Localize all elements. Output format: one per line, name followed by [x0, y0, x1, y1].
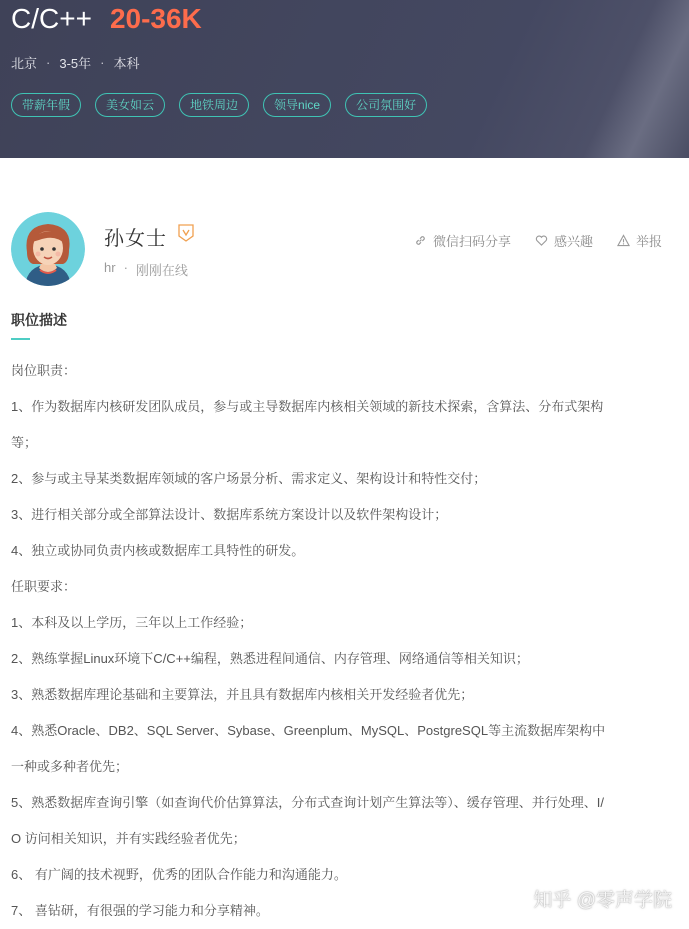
description-line: 2、参与或主导某类数据库领域的客户场景分析、需求定义、架构设计和特性交付； — [11, 471, 487, 486]
description-line: 7、 喜钻研，有很强的学习能力和分享精神。 — [11, 903, 269, 918]
meta-separator: · — [100, 55, 105, 70]
description-line: 5、熟悉数据库查询引擎（如查询代价估算算法，分布式查询计划产生算法等）、缓存管理、并行处理、I/ — [11, 795, 604, 810]
section-underline — [11, 338, 30, 340]
description-line: O 访问相关知识，并有实践经验者优先； — [11, 831, 246, 846]
benefit-tag: 美女如云 — [95, 93, 165, 117]
benefit-tag: 地铁周边 — [179, 93, 249, 117]
description-line: 1、作为数据库内核研发团队成员，参与或主导数据库内核相关领域的新技术探索，含算法、分布式架构 — [11, 399, 604, 414]
share-label: 微信扫码分享 — [432, 234, 511, 249]
job-title: C/C++ — [11, 3, 92, 34]
recruiter-status — [104, 260, 188, 279]
description-line: 2、熟练掌握Linux环境下C/C++编程，熟悉进程间通信、内存管理、网络通信等相关知识； — [11, 651, 529, 666]
v-badge-icon — [178, 224, 194, 242]
interest-label: 感兴趣 — [553, 234, 593, 249]
status-separator: · — [123, 260, 128, 275]
job-description — [11, 353, 671, 929]
link-icon — [414, 234, 427, 247]
description-line: 1、本科及以上学历，三年以上工作经验； — [11, 615, 253, 630]
avatar[interactable] — [11, 212, 85, 286]
job-experience: 3-5年 — [59, 56, 92, 71]
meta-separator: · — [46, 55, 51, 70]
section-title: 职位描述 — [11, 312, 67, 328]
description-line: 等； — [11, 435, 38, 450]
description-line: 3、熟悉数据库理论基础和主要算法，并且具有数据库内核相关开发经验者优先； — [11, 687, 474, 702]
watermark: 知乎 @零声学院 — [533, 890, 672, 911]
warning-icon — [617, 234, 630, 247]
description-line: 4、熟悉Oracle、DB2、SQL Server、Sybase、Greenplum、MySQL、PostgreSQL等主流数据库架构中 — [11, 723, 606, 738]
benefit-tag: 公司氛围好 — [345, 93, 427, 117]
report-button[interactable] — [617, 231, 662, 250]
benefit-tag: 领导nice — [263, 93, 331, 117]
recruiter-name: 孙女士 — [104, 228, 167, 250]
job-location: 北京 — [11, 56, 38, 71]
recruiter-role: hr — [104, 260, 116, 275]
job-education: 本科 — [113, 56, 140, 71]
heart-icon — [535, 234, 548, 247]
title-row — [11, 0, 202, 40]
description-line: 6、 有广阔的技术视野，优秀的团队合作能力和沟通能力。 — [11, 867, 347, 882]
online-status: 刚刚在线 — [135, 263, 188, 278]
share-button[interactable] — [414, 231, 511, 250]
report-label: 举报 — [635, 234, 662, 249]
interest-button[interactable] — [535, 231, 593, 250]
description-line: 一种或多种者优先； — [11, 759, 129, 774]
recruiter-card — [0, 210, 689, 290]
job-meta — [11, 53, 140, 72]
avatar-illustration-icon — [11, 212, 85, 286]
salary: 20-36K — [109, 3, 202, 34]
description-line: 4、独立或协同负责内核或数据库工具特性的研发。 — [11, 543, 305, 558]
description-line: 任职要求： — [11, 579, 77, 594]
description-line: 岗位职责： — [11, 363, 77, 378]
action-bar — [414, 231, 662, 250]
benefit-tag: 带薪年假 — [11, 93, 81, 117]
benefit-tags — [11, 93, 427, 117]
description-line: 3、进行相关部分或全部算法设计、数据库系统方案设计以及软件架构设计； — [11, 507, 448, 522]
job-header — [0, 0, 689, 158]
